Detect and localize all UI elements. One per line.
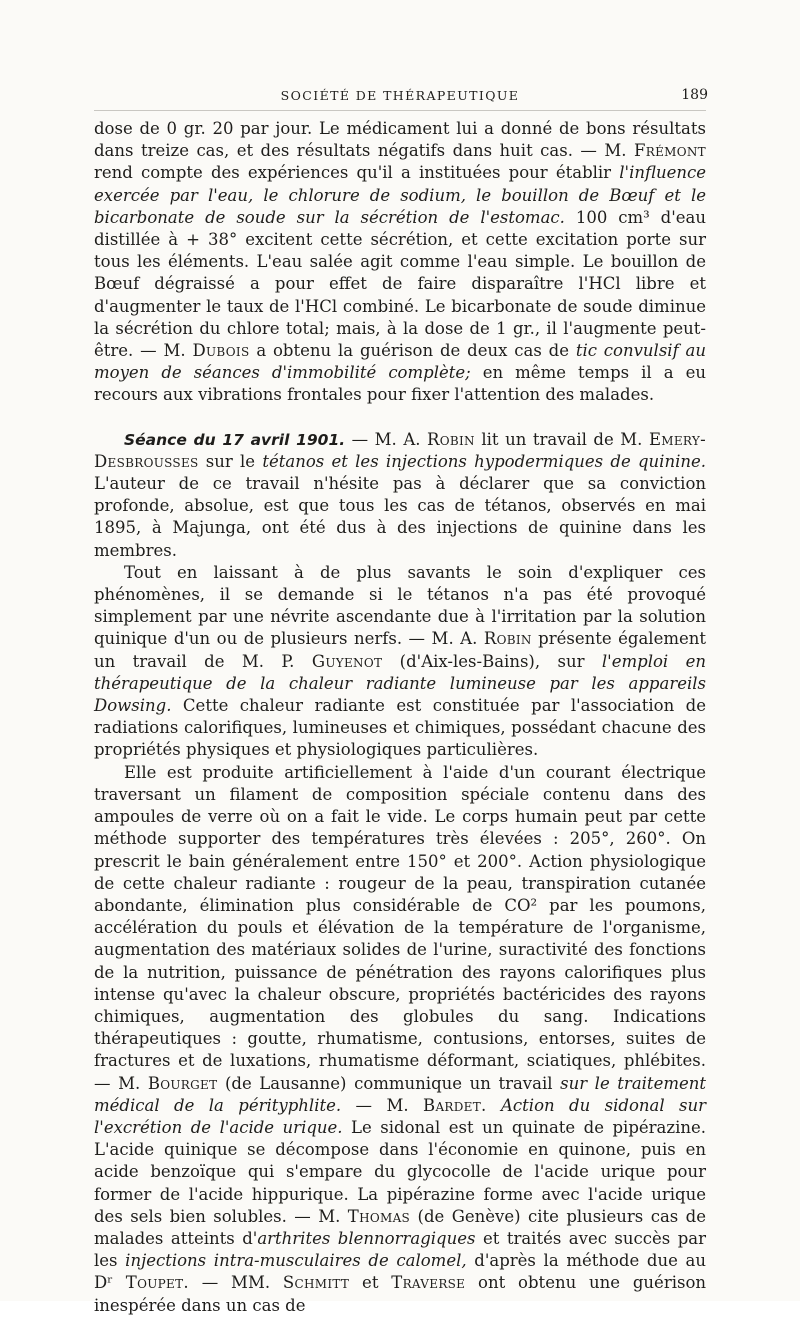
title-italic: l'emploi en thérapeutique de la chaleur radiante lumineuse par les appareils Dowsing. <box>94 651 706 716</box>
running-head-title: SOCIÉTÉ DE THÉRAPEUTIQUE <box>280 88 520 103</box>
text-run: — MM. <box>188 1273 283 1293</box>
paragraph-2 <box>94 429 706 562</box>
text-run: lit un travail de M. <box>474 429 649 449</box>
header-rule <box>94 110 706 111</box>
text-run: sur le <box>198 451 263 471</box>
text-run: (de Genève) cite plusieurs cas de malades atteints d' <box>94 1206 706 1248</box>
text-run: Cette chaleur radiante est constituée par l'association de radiations calorifiques, lumineuses et chimiques, possédant chacune des propriétés physiques et physiologiques particulières. <box>94 696 706 760</box>
text-run: (d'Aix-les-Bains), sur <box>382 651 602 671</box>
text-run: dose de 0 gr. 20 par jour. Le médicament lui a donné de bons résultats dans treize cas, et des résultats négatifs dans huit cas. — M. <box>94 119 706 161</box>
title-italic: Action du sidonal sur l'excrétion de l'acide urique. <box>94 1095 707 1137</box>
text-run: Elle est produite artificiellement à l'aide d'un courant électrique traversant un filament de composition spéciale contenu dans des ampoules de verre où on a fait le vide. Le corps humain peut par cette méthode supporter des températures très élevées : 205°, 260°. On prescrit le bain généralement entre 150° et 200°. Action physiologique de cette chaleur radiante : rougeur de la peau, transpiration cutanée abondante, élimination plus considérable de CO² par les poumons, accélération du pouls et élévation de la température de l'organisme, augmentation des matériaux solides de l'urine, suractivité des fonctions de la nutrition, puissance de pénétration des rayons calorifiques plus intense qu'avec la chaleur obscure, propriétés bactéricides des rayons chimiques, augmentation des globules du sang. Indications thérapeutiques : goutte, rhumatisme, contusions, entorses, suites de fractures et de luxations, rhumatisme déformant, sciatiques, phlébites. — M. <box>94 762 706 1093</box>
text-run: d'après la méthode due au Dʳ <box>94 1251 706 1293</box>
paragraph-1 <box>94 118 706 407</box>
title-italic: l'influence exercée par l'eau, le chlorure de sodium, le bouillon de Bœuf et le bicarbonate de soude sur la sécrétion de l'estomac. <box>94 163 706 227</box>
author-name: Thomas <box>347 1206 411 1226</box>
text-run: ont obtenu une guérison inespérée dans un cas de <box>94 1273 707 1315</box>
text-run: L'auteur de ce travail n'hésite pas à déclarer que sa conviction profonde, absolue, est que tous les cas de tétanos, observés en mai 1895, à Majunga, ont été dus à des injections de quinine dans les membres. <box>94 474 706 560</box>
session-date: Séance du 17 avril 1901. <box>124 430 346 449</box>
title-italic: injections intra-musculaires de calomel, <box>125 1251 467 1271</box>
text-run: rend compte des expériences qu'il a instituées pour établir <box>94 163 620 183</box>
body-text <box>94 118 706 1317</box>
text-run <box>487 1096 501 1115</box>
author-name: Traverse <box>391 1273 466 1293</box>
text-run: a obtenu la guérison de deux cas de <box>249 341 576 361</box>
text-run: Tout en laissant à de plus savants le soin d'expliquer ces phénomènes, il se demande si le tétanos n'a pas été provoqué simplement par une névrite ascendante due à l'irritation par la solution quinique d'un ou de plusieurs nerfs. — M. A. <box>94 562 706 649</box>
title-italic: tic convulsif au moyen de séances d'immobilité complète; <box>94 341 707 383</box>
author-name: Bardet. <box>423 1095 487 1115</box>
author-name: Robin <box>427 429 475 449</box>
author-name: Toupet. <box>125 1273 189 1293</box>
text-run: — M. A. <box>345 429 428 449</box>
text-run: présente également un travail de M. P. <box>94 629 706 671</box>
paragraph-3 <box>94 562 706 762</box>
author-name: Emery-Desbrousses <box>94 429 706 471</box>
title-italic: sur le traitement médical de la pérityphlite. <box>94 1073 706 1115</box>
text-run: — M. <box>341 1095 424 1115</box>
text-run: 100 cm³ d'eau distillée à + 38° excitent cette sécrétion, et cette excitation porte sur tous les éléments. L'eau salée agit comme l'eau simple. Le bouillon de Bœuf dégraissé a pour effet de faire disparaître l'HCl libre et d'augmenter le taux de l'HCl combiné. Le bicarbonate de soude diminue la sécrétion du chlore total; mais, à la dose de 1 gr., il l'augmente peut-être. — M. <box>94 207 706 361</box>
running-head <box>92 86 708 108</box>
author-name: Schmitt <box>282 1273 350 1293</box>
author-name: Guyenot <box>311 651 383 671</box>
text-run: en même temps il a eu recours aux vibrations frontales pour fixer l'attention des malades. <box>94 363 706 405</box>
author-name: Robin <box>483 629 532 649</box>
text-run: (de Lausanne) communique un travail <box>217 1073 561 1093</box>
author-name: Dubois <box>192 341 250 361</box>
title-italic: arthrites blennorragiques <box>257 1228 476 1248</box>
page-number: 189 <box>681 87 708 103</box>
title-italic: tétanos et les injections hypodermiques de quinine. <box>262 451 706 471</box>
text-run: et traités avec succès par les <box>94 1228 706 1271</box>
paragraph-4 <box>94 762 706 1317</box>
author-name: Bourget <box>147 1073 218 1093</box>
text-run: Le sidonal est un quinate de pipérazine. L'acide quinique se décompose dans l'économie en quinone, puis en acide benzoïque qui s'empare du glycocolle de l'acide urique pour former de l'acide hippurique. La pipérazine forme avec l'acide urique des sels bien solubles. — M. <box>94 1117 706 1226</box>
author-name: Frémont <box>634 141 706 161</box>
text-run: et <box>349 1273 392 1293</box>
